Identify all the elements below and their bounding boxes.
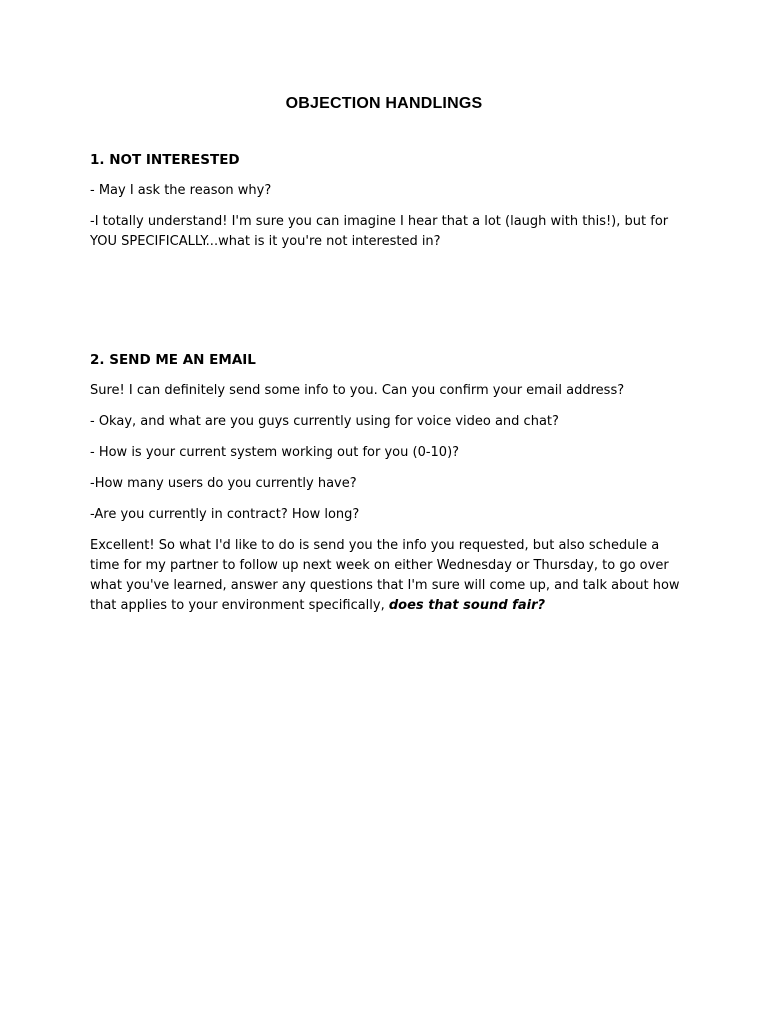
response-line: - May I ask the reason why? [90,183,272,198]
section-heading: 1. NOT INTERESTED [90,152,240,168]
section-not-interested [90,150,680,263]
closing-text: Excellent! So what I'd like to do is send you the info you requested, but also schedule a time for my partner to follow up next week on either Wednesday or Thursday, to go over what you've learned, answer any questions that I'm sure will come up, and talk about how that applies to your environment specifically, [90,538,680,613]
document-title: OBJECTION HANDLINGS [285,95,483,112]
response-line: -How many users do you currently have? [90,476,357,491]
closing-paragraph [90,536,680,616]
section-heading: 2. SEND ME AN EMAIL [90,352,256,368]
closing-emphasis: does that sound fair? [388,598,546,613]
response-line: Sure! I can definitely send some info to you. Can you confirm your email address? [90,383,625,398]
response-line: -I totally understand! I'm sure you can imagine I hear that a lot (laugh with this!), but for YOU SPECIFICALLY...what is it you're not interested in? [90,214,669,249]
response-line: - How is your current system working out for you (0-10)? [90,445,460,460]
response-line: - Okay, and what are you guys currently using for voice video and chat? [90,414,559,429]
section-send-email [90,350,680,627]
response-line: -Are you currently in contract? How long? [90,507,360,522]
